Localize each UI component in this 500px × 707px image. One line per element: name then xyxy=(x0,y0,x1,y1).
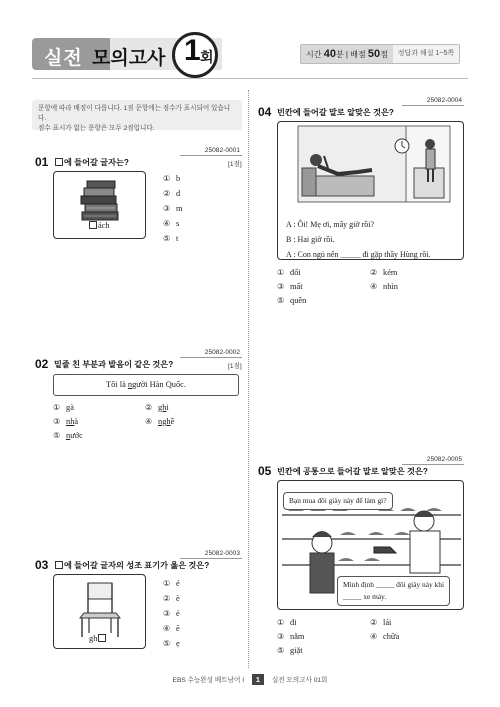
scoring-notice: 문항에 따라 배점이 다릅니다. 1점 문항에는 점수가 표시되어 있습니다. 점수 표시가 없는 문항은 모두 2점입니다. xyxy=(32,100,242,130)
option[interactable]: ④ nhìn xyxy=(370,282,398,291)
option[interactable]: ① é xyxy=(163,579,180,588)
option[interactable]: ④ ẽ xyxy=(163,624,180,633)
option[interactable]: ③ mất xyxy=(277,282,303,291)
question-number: 03 xyxy=(35,558,49,572)
option[interactable]: ③ nằm xyxy=(277,632,305,641)
round-suffix: 회 xyxy=(200,49,214,65)
question-prompt: 밑줄 친 부분과 발음이 같은 것은? xyxy=(54,360,174,369)
option[interactable]: ② d xyxy=(163,189,181,198)
option[interactable]: ④ nghề xyxy=(145,417,175,426)
option[interactable]: ② lái xyxy=(370,618,392,627)
question-number: 04 xyxy=(258,105,272,119)
question-number: 01 xyxy=(35,155,49,169)
answer-reference: 정답과 해설 1~5쪽 xyxy=(393,45,459,63)
blank-box xyxy=(55,158,63,166)
option[interactable]: ③ ẻ xyxy=(163,609,180,618)
option[interactable]: ① đổi xyxy=(277,268,301,277)
example-sentence: Tôi là người Hàn Quốc. xyxy=(53,374,239,396)
header-rule xyxy=(32,78,468,79)
books-caption: ách xyxy=(88,221,110,230)
question-prompt: 빈칸에 공통으로 들어갈 말로 알맞은 것은? xyxy=(277,467,428,476)
question-prompt: 에 들어갈 글자는? xyxy=(54,157,129,168)
option[interactable]: ② kém xyxy=(370,268,398,277)
option[interactable]: ③ m xyxy=(163,204,183,213)
points-label: [1점] xyxy=(228,161,242,168)
question-code: 25082-0001 xyxy=(180,147,242,156)
page-footer: EBS 수능완성 베트남어 I 1 실전 모의고사 01회 xyxy=(172,675,328,684)
dialog-lines: A : Ôi! Mẹ ơi, mấy giờ rồi? B : Hai giờ rồi. A : Con ngủ nên _____ đi gặp thầy Hùng rồi. xyxy=(286,220,431,259)
option[interactable]: ④ s xyxy=(163,219,180,228)
option[interactable]: ⑤ t xyxy=(163,234,179,243)
bedroom-scene-icon xyxy=(278,122,465,204)
page-number: 1 xyxy=(252,674,264,685)
question-prompt: 에 들어갈 글자의 성조 표기가 옳은 것은? xyxy=(54,560,209,571)
option[interactable]: ① gà xyxy=(53,403,74,412)
question-code: 25082-0003 xyxy=(180,550,242,559)
option[interactable]: ① đi xyxy=(277,618,297,627)
question-prompt: 빈칸에 들어갈 말로 알맞은 것은? xyxy=(277,108,394,117)
option[interactable]: ④ chữa xyxy=(370,632,400,641)
option[interactable]: ⑤ quên xyxy=(277,296,307,305)
header-tab-label: 실전 xyxy=(44,48,83,69)
option[interactable]: ⑤ ẹ xyxy=(163,639,180,648)
speech-bubble-answer: Mình định _____ đôi giày này khi _____ xe máy. xyxy=(337,576,450,606)
option[interactable]: ② è xyxy=(163,594,180,603)
option[interactable]: ① b xyxy=(163,174,181,183)
question-number: 05 xyxy=(258,464,272,478)
question-code: 25082-0005 xyxy=(402,456,464,465)
exam-info-box xyxy=(300,44,460,64)
column-divider xyxy=(248,90,249,668)
option[interactable]: ② ghi xyxy=(145,403,169,412)
chair-caption: gh xyxy=(89,634,107,643)
option[interactable]: ③ nhà xyxy=(53,417,79,426)
page-title: 모의고사 xyxy=(92,48,166,69)
points-label: [1점] xyxy=(228,363,242,370)
time-score-info: 시간 40분 | 배점 50점 xyxy=(301,45,393,63)
option[interactable]: ⑤ nước xyxy=(53,431,83,440)
round-number: 1 xyxy=(184,34,201,67)
question-number: 02 xyxy=(35,357,49,371)
question-code: 25082-0002 xyxy=(180,349,242,358)
question-code: 25082-0004 xyxy=(402,97,464,106)
option[interactable]: ⑤ giặt xyxy=(277,646,303,655)
speech-bubble-question: Bạn mua đôi giày này để làm gì? xyxy=(283,492,393,510)
